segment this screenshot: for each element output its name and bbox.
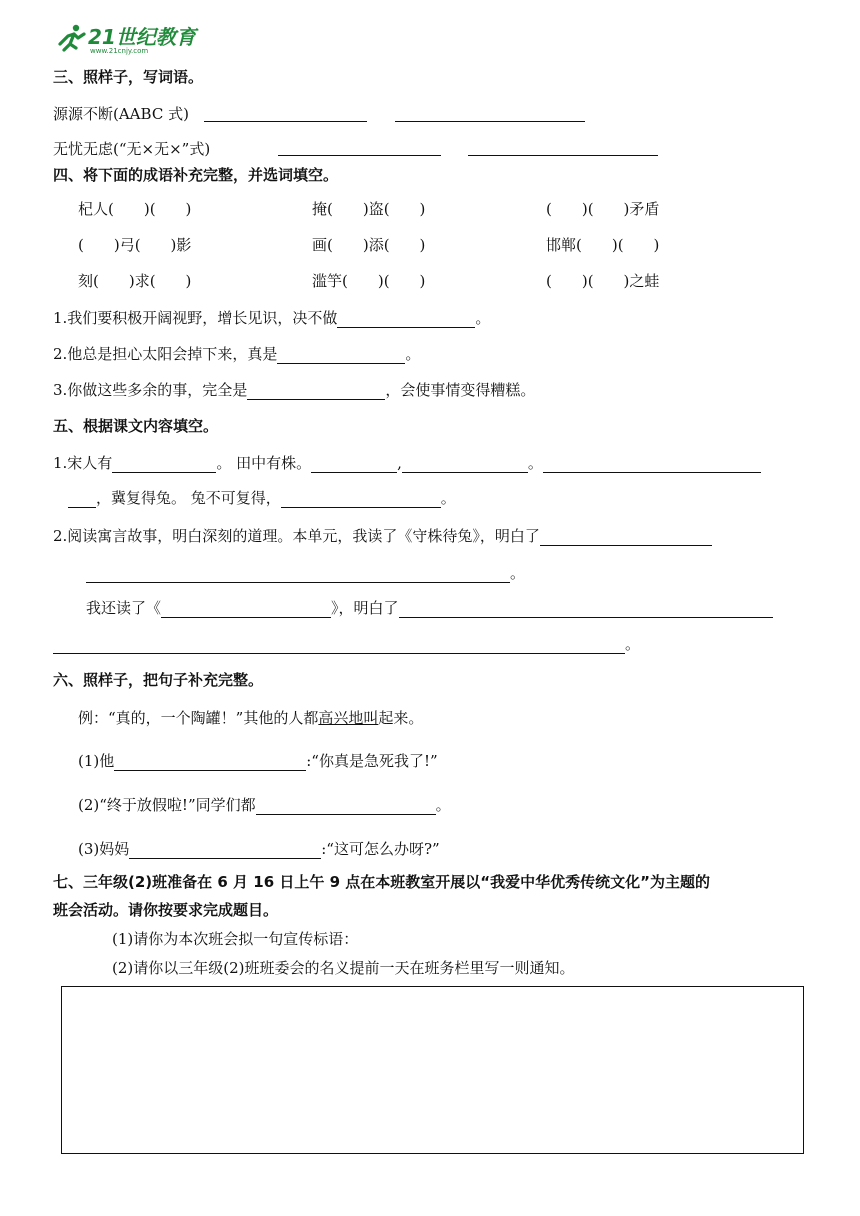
question-text: 》，明白了 — [331, 599, 399, 617]
question-text: :“你真是急死我了!” — [306, 752, 438, 770]
answer-blank[interactable] — [468, 155, 658, 156]
answer-blank[interactable] — [395, 121, 585, 122]
idiom-item: 滥竽( )( ) — [312, 272, 426, 290]
answer-blank[interactable] — [114, 754, 306, 771]
punctuation: 。 — [435, 796, 451, 814]
question-text: (2)“终于放假啦!”同学们都 — [78, 796, 256, 814]
question-text: 。 田中有株。 — [216, 454, 312, 472]
answer-blank[interactable] — [129, 842, 321, 859]
question-text: 1.宋人有 — [53, 454, 113, 472]
example-text: 起来。 — [378, 709, 424, 727]
s7-question-2: (2)请你以三年级(2)班班委会的名义提前一天在班务栏里写一则通知。 — [112, 959, 575, 977]
s4-question-3 — [53, 379, 535, 400]
question-text: 3.你做这些多余的事，完全是 — [53, 381, 248, 399]
idiom-item: 刻( )求( ) — [78, 272, 192, 290]
s5-line-4 — [86, 562, 525, 583]
question-text: 1.我们要积极开阔视野，增长见识，决不做 — [53, 309, 338, 327]
logo-url: www.21cnjy.com — [90, 47, 149, 55]
s3-line-1-label: 源源不断(AABC 式) — [53, 105, 189, 123]
question-text: 2.他总是担心太阳会掉下来，真是 — [53, 345, 278, 363]
example-text: 例：“真的，一个陶罐！”其他的人都 — [78, 709, 319, 727]
section-3-title: 三、照样子，写词语。 — [53, 68, 204, 86]
punctuation: , — [397, 454, 402, 472]
answer-blank[interactable] — [337, 311, 475, 328]
s7-question-1: (1)请你为本次班会拟一句宣传标语： — [112, 930, 359, 948]
s6-question-3 — [78, 838, 440, 859]
s5-line-3 — [53, 525, 712, 546]
punctuation: 。 — [510, 564, 526, 582]
answer-blank[interactable] — [311, 456, 397, 473]
question-text: 2.阅读寓言故事，明白深刻的道理。本单元，我读了《守株待兔》，明白了 — [53, 527, 540, 545]
answer-blank[interactable] — [540, 529, 712, 546]
s4-question-1 — [53, 307, 490, 328]
logo-text: 21世纪教育 — [88, 25, 196, 49]
s3-line-2-label: 无忧无虑(“无×无×”式) — [53, 140, 211, 158]
punctuation: 。 — [405, 345, 421, 363]
example-underlined: 高兴地叫 — [318, 709, 379, 727]
idiom-item: 杞人( )( ) — [78, 200, 192, 218]
section-7-title-cont: 班会活动。请你按要求完成题目。 — [53, 901, 279, 919]
question-text: (1)他 — [78, 752, 115, 770]
s5-line-5 — [86, 597, 773, 618]
section-5-title: 五、根据课文内容填空。 — [53, 417, 219, 435]
idiom-item: 画( )添( ) — [312, 236, 426, 254]
answer-blank[interactable] — [256, 798, 436, 815]
idiom-item: 邯郸( )( ) — [546, 236, 660, 254]
question-text: (3)妈妈 — [78, 840, 130, 858]
s5-line-6 — [53, 633, 640, 654]
runner-logo-icon — [54, 22, 196, 56]
answer-blank[interactable] — [543, 456, 761, 473]
idiom-item: 掩( )盗( ) — [312, 200, 426, 218]
section-7-title: 七、三年级(2)班准备在 6 月 16 日上午 9 点在本班教室开展以“我爱中华优秀传统文化”为主题的 — [53, 873, 710, 891]
punctuation: 。 — [527, 454, 543, 472]
answer-blank[interactable] — [281, 491, 441, 508]
notice-answer-box[interactable] — [61, 986, 804, 1154]
idiom-item: ( )( )矛盾 — [546, 200, 660, 218]
s5-line-2 — [68, 487, 456, 508]
answer-blank[interactable] — [278, 155, 441, 156]
answer-blank[interactable] — [247, 383, 385, 400]
s5-line-1 — [53, 452, 761, 473]
answer-blank[interactable] — [112, 456, 216, 473]
answer-blank[interactable] — [204, 121, 367, 122]
answer-blank[interactable] — [277, 347, 405, 364]
answer-blank[interactable] — [402, 456, 528, 473]
answer-blank[interactable] — [53, 637, 625, 654]
punctuation: 。 — [475, 309, 491, 327]
s6-question-1 — [78, 750, 438, 771]
s4-question-2 — [53, 343, 420, 364]
logo — [54, 22, 196, 56]
idiom-item: ( )( )之蛙 — [546, 272, 660, 290]
question-text: :“这可怎么办呀?” — [321, 840, 440, 858]
idiom-item: ( )弓( )影 — [78, 236, 192, 254]
question-text: ，会使事情变得糟糕。 — [385, 381, 536, 399]
punctuation: 。 — [625, 635, 641, 653]
section-4-title: 四、将下面的成语补充完整，并选词填空。 — [53, 166, 339, 184]
punctuation: 。 — [440, 489, 456, 507]
answer-blank[interactable] — [86, 566, 510, 583]
answer-blank[interactable] — [68, 491, 96, 508]
s6-example — [78, 707, 423, 728]
answer-blank[interactable] — [399, 601, 773, 618]
question-text: 我还读了《 — [86, 599, 162, 617]
answer-blank[interactable] — [161, 601, 331, 618]
question-text: ，冀复得兔。 兔不可复得， — [96, 489, 281, 507]
s6-question-2 — [78, 794, 451, 815]
section-6-title: 六、照样子，把句子补充完整。 — [53, 671, 264, 689]
